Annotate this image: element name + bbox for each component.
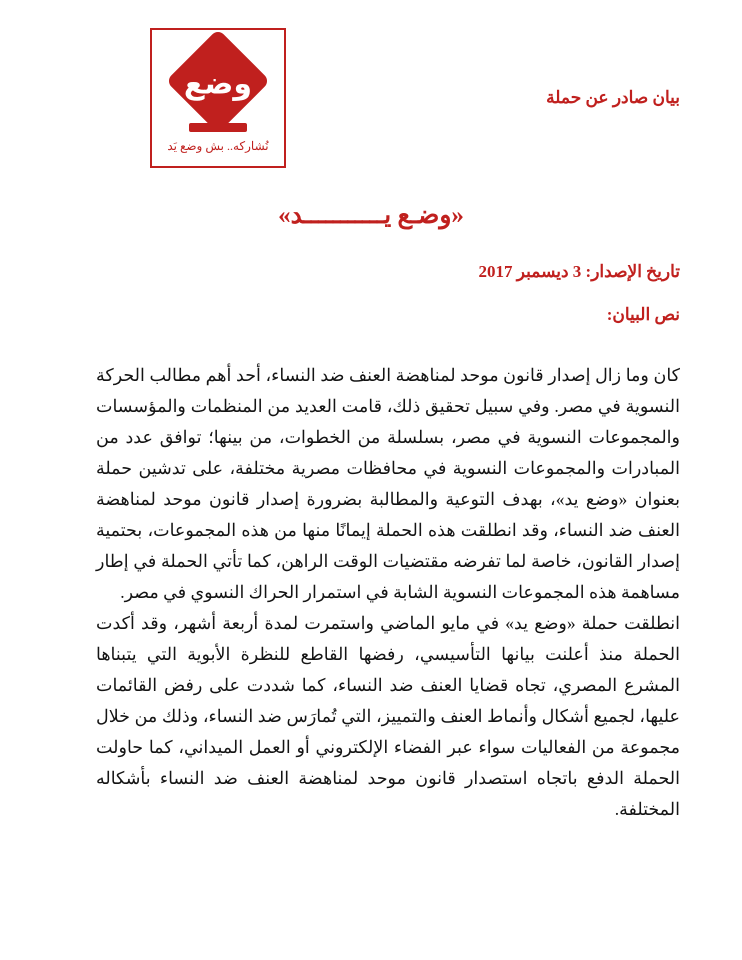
statement-section-label: نص البيان:	[606, 305, 680, 324]
page-title: «وضـع يـــــــــــد»	[278, 202, 464, 229]
logo-bar-shape	[189, 123, 247, 132]
issuer-line: بيان صادر عن حملة	[546, 88, 680, 107]
logo-caption: نُشاركه.. بش وضع يَد	[167, 139, 269, 153]
document-header	[0, 0, 742, 185]
statement-paragraph-2: انطلقت حملة «وضع يد» في مايو الماضي واستمرت لمدة أربعة أشهر، وقد أكدت الحملة منذ أعلنت بيانها التأسيسي، رفضها القاطع للنظرة الأبوية التي يتبناها المشرع المصري، تجاه قضايا العنف ضد النساء، كما شددت على رفض القائمات عليها، لجميع أشكال وأنماط العنف والتمييز، التي تُمارَس ضد النساء، وذلك من خلال مجموعة من الفعاليات سواء عبر الفضاء الإلكتروني أو العمل الميداني، كما حاولت الحملة الدفع باتجاه استصدار قانون موحد لمناهضة العنف ضد النساء بأشكاله المختلفة.	[96, 613, 680, 819]
logo-graphic	[166, 38, 270, 130]
campaign-logo	[150, 28, 286, 168]
statement-body	[96, 360, 680, 825]
logo-mark-text: وضع	[183, 66, 253, 102]
issue-date: تاريخ الإصدار: 3 ديسمبر 2017	[478, 262, 680, 281]
statement-paragraph-1: كان وما زال إصدار قانون موحد لمناهضة العنف ضد النساء، أحد أهم مطالب الحركة النسوية في مصر. وفي سبيل تحقيق ذلك، قامت العديد من المنظمات والمؤسسات والمجموعات النسوية في مصر، بسلسلة من الخطوات، من بينها؛ توافق عدد من المبادرات والمجموعات النسوية في محافظات مصرية مختلفة، على تدشين حملة بعنوان «وضع يد»، بهدف التوعية والمطالبة بضرورة إصدار قانون موحد لمناهضة العنف ضد النساء، وقد انطلقت هذه الحملة إيمانًا منها من هذه المجموعات، بحتمية إصدار القانون، خاصة لما تفرضه مقتضيات الوقت الراهن، كما تأتي الحملة في إطار مساهمة هذه المجموعات النسوية الشابة في استمرار الحراك النسوي في مصر.	[96, 365, 680, 602]
